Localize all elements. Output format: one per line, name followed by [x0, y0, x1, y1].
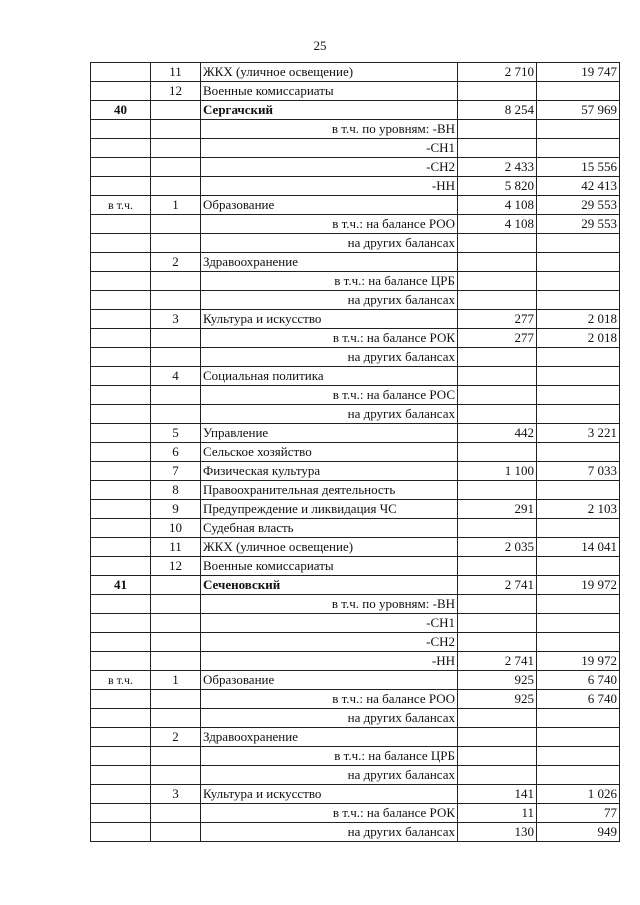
- table-row: [91, 519, 620, 538]
- row-number-cell: [151, 272, 201, 291]
- value-2-cell: 3 221: [537, 424, 620, 443]
- value-2-cell: [537, 348, 620, 367]
- row-name-cell: на других балансах: [201, 405, 458, 424]
- table-row: [91, 576, 620, 595]
- value-1-cell: [458, 481, 537, 500]
- table-row: [91, 709, 620, 728]
- row-name-cell: Образование: [201, 671, 458, 690]
- row-name-cell: Военные комиссариаты: [201, 82, 458, 101]
- row-group-cell: [91, 500, 151, 519]
- value-2-cell: [537, 595, 620, 614]
- row-name-cell: -НН: [201, 652, 458, 671]
- row-name-cell: -СН2: [201, 158, 458, 177]
- value-2-cell: 19 972: [537, 576, 620, 595]
- value-1-cell: [458, 386, 537, 405]
- table-row: [91, 424, 620, 443]
- row-number-cell: [151, 101, 201, 120]
- row-group-cell: [91, 63, 151, 82]
- table-row: [91, 63, 620, 82]
- value-1-cell: [458, 595, 537, 614]
- row-number-cell: 3: [151, 785, 201, 804]
- row-group-cell: [91, 253, 151, 272]
- row-name-cell: на других балансах: [201, 709, 458, 728]
- row-number-cell: 12: [151, 557, 201, 576]
- row-group-cell: [91, 424, 151, 443]
- row-group-cell: [91, 690, 151, 709]
- row-number-cell: 9: [151, 500, 201, 519]
- row-name-cell: в т.ч.: на балансе РОК: [201, 329, 458, 348]
- row-group-cell: [91, 728, 151, 747]
- value-2-cell: 77: [537, 804, 620, 823]
- value-1-cell: [458, 272, 537, 291]
- value-1-cell: [458, 728, 537, 747]
- value-2-cell: [537, 519, 620, 538]
- value-2-cell: [537, 557, 620, 576]
- table-row: [91, 253, 620, 272]
- budget-table: [90, 62, 620, 842]
- table-row: [91, 158, 620, 177]
- value-1-cell: 2 741: [458, 652, 537, 671]
- row-number-cell: [151, 405, 201, 424]
- row-name-cell: в т.ч. по уровням: -ВН: [201, 120, 458, 139]
- table-row: [91, 348, 620, 367]
- value-1-cell: [458, 120, 537, 139]
- row-group-cell: [91, 291, 151, 310]
- row-name-cell: на других балансах: [201, 348, 458, 367]
- value-1-cell: 5 820: [458, 177, 537, 196]
- table-row: [91, 785, 620, 804]
- row-number-cell: [151, 823, 201, 842]
- row-group-cell: [91, 272, 151, 291]
- row-group-cell: [91, 804, 151, 823]
- value-1-cell: 141: [458, 785, 537, 804]
- row-group-cell: [91, 785, 151, 804]
- value-2-cell: 29 553: [537, 196, 620, 215]
- value-2-cell: [537, 253, 620, 272]
- row-name-cell: ЖКХ (уличное освещение): [201, 63, 458, 82]
- row-group-cell: [91, 120, 151, 139]
- table-row: [91, 652, 620, 671]
- value-2-cell: 57 969: [537, 101, 620, 120]
- row-name-cell: ЖКХ (уличное освещение): [201, 538, 458, 557]
- value-2-cell: [537, 709, 620, 728]
- row-name-cell: -НН: [201, 177, 458, 196]
- row-number-cell: 4: [151, 367, 201, 386]
- table-row: [91, 766, 620, 785]
- row-name-cell: Управление: [201, 424, 458, 443]
- value-1-cell: [458, 747, 537, 766]
- value-2-cell: 15 556: [537, 158, 620, 177]
- value-2-cell: 6 740: [537, 690, 620, 709]
- row-name-cell: Сельское хозяйство: [201, 443, 458, 462]
- value-1-cell: [458, 614, 537, 633]
- row-group-cell: 41: [91, 576, 151, 595]
- value-2-cell: [537, 728, 620, 747]
- row-name-cell: Судебная власть: [201, 519, 458, 538]
- row-number-cell: [151, 595, 201, 614]
- value-1-cell: [458, 367, 537, 386]
- row-name-cell: Предупреждение и ликвидация ЧС: [201, 500, 458, 519]
- row-name-cell: Культура и искусство: [201, 785, 458, 804]
- value-2-cell: [537, 405, 620, 424]
- table-row: [91, 500, 620, 519]
- table-row: [91, 690, 620, 709]
- value-2-cell: [537, 291, 620, 310]
- row-name-cell: Культура и искусство: [201, 310, 458, 329]
- value-1-cell: 277: [458, 329, 537, 348]
- row-name-cell: -СН2: [201, 633, 458, 652]
- row-name-cell: в т.ч. по уровням: -ВН: [201, 595, 458, 614]
- value-2-cell: 42 413: [537, 177, 620, 196]
- row-group-cell: в т.ч.: [91, 196, 151, 215]
- value-2-cell: [537, 272, 620, 291]
- value-1-cell: [458, 348, 537, 367]
- row-group-cell: [91, 367, 151, 386]
- row-group-cell: [91, 766, 151, 785]
- table-row: [91, 177, 620, 196]
- row-group-cell: в т.ч.: [91, 671, 151, 690]
- value-1-cell: [458, 709, 537, 728]
- value-1-cell: 130: [458, 823, 537, 842]
- row-group-cell: [91, 348, 151, 367]
- table-row: [91, 367, 620, 386]
- table-row: [91, 82, 620, 101]
- row-number-cell: [151, 386, 201, 405]
- value-2-cell: 7 033: [537, 462, 620, 481]
- value-1-cell: [458, 443, 537, 462]
- row-name-cell: Образование: [201, 196, 458, 215]
- row-name-cell: Физическая культура: [201, 462, 458, 481]
- table-row: [91, 272, 620, 291]
- row-number-cell: 2: [151, 728, 201, 747]
- row-number-cell: [151, 329, 201, 348]
- table-row: [91, 728, 620, 747]
- value-1-cell: [458, 82, 537, 101]
- value-2-cell: [537, 139, 620, 158]
- row-name-cell: Здравоохранение: [201, 253, 458, 272]
- table-row: [91, 462, 620, 481]
- row-number-cell: 7: [151, 462, 201, 481]
- row-number-cell: 3: [151, 310, 201, 329]
- value-2-cell: [537, 614, 620, 633]
- row-number-cell: 6: [151, 443, 201, 462]
- value-2-cell: [537, 481, 620, 500]
- table-row: [91, 196, 620, 215]
- row-name-cell: в т.ч.: на балансе РОК: [201, 804, 458, 823]
- value-1-cell: 4 108: [458, 215, 537, 234]
- value-2-cell: [537, 766, 620, 785]
- row-group-cell: [91, 158, 151, 177]
- row-name-cell: на других балансах: [201, 823, 458, 842]
- value-1-cell: 925: [458, 671, 537, 690]
- table-row: [91, 538, 620, 557]
- value-1-cell: [458, 234, 537, 253]
- table-row: [91, 405, 620, 424]
- value-1-cell: [458, 253, 537, 272]
- row-number-cell: [151, 804, 201, 823]
- row-number-cell: [151, 215, 201, 234]
- table-row: [91, 481, 620, 500]
- value-2-cell: [537, 747, 620, 766]
- value-1-cell: 1 100: [458, 462, 537, 481]
- table-row: [91, 614, 620, 633]
- value-1-cell: 4 108: [458, 196, 537, 215]
- value-2-cell: 19 747: [537, 63, 620, 82]
- row-group-cell: [91, 386, 151, 405]
- table-row: [91, 671, 620, 690]
- row-name-cell: Сеченовский: [201, 576, 458, 595]
- row-name-cell: -СН1: [201, 139, 458, 158]
- table-row: [91, 234, 620, 253]
- row-name-cell: в т.ч.: на балансе ЦРБ: [201, 272, 458, 291]
- value-1-cell: 2 433: [458, 158, 537, 177]
- row-group-cell: [91, 481, 151, 500]
- row-name-cell: в т.ч.: на балансе РОС: [201, 386, 458, 405]
- row-group-cell: [91, 310, 151, 329]
- value-2-cell: [537, 386, 620, 405]
- table-row: [91, 747, 620, 766]
- row-number-cell: 10: [151, 519, 201, 538]
- row-name-cell: Сергачский: [201, 101, 458, 120]
- row-group-cell: [91, 614, 151, 633]
- value-2-cell: 949: [537, 823, 620, 842]
- value-1-cell: 2 710: [458, 63, 537, 82]
- value-2-cell: 29 553: [537, 215, 620, 234]
- row-group-cell: [91, 538, 151, 557]
- value-1-cell: [458, 519, 537, 538]
- value-2-cell: 14 041: [537, 538, 620, 557]
- value-1-cell: 2 035: [458, 538, 537, 557]
- row-group-cell: [91, 405, 151, 424]
- row-group-cell: 40: [91, 101, 151, 120]
- value-1-cell: 11: [458, 804, 537, 823]
- row-number-cell: [151, 120, 201, 139]
- row-name-cell: в т.ч.: на балансе ЦРБ: [201, 747, 458, 766]
- page-number: 25: [313, 38, 327, 53]
- row-number-cell: 12: [151, 82, 201, 101]
- row-number-cell: 8: [151, 481, 201, 500]
- table-row: [91, 633, 620, 652]
- table-row: [91, 443, 620, 462]
- row-number-cell: [151, 234, 201, 253]
- row-group-cell: [91, 462, 151, 481]
- table-row: [91, 595, 620, 614]
- value-2-cell: [537, 120, 620, 139]
- row-number-cell: [151, 690, 201, 709]
- row-group-cell: [91, 215, 151, 234]
- table-row: [91, 557, 620, 576]
- row-group-cell: [91, 823, 151, 842]
- row-name-cell: на других балансах: [201, 234, 458, 253]
- row-number-cell: [151, 139, 201, 158]
- row-number-cell: 11: [151, 63, 201, 82]
- value-2-cell: 2 018: [537, 329, 620, 348]
- row-group-cell: [91, 652, 151, 671]
- row-name-cell: Здравоохранение: [201, 728, 458, 747]
- row-name-cell: Военные комиссариаты: [201, 557, 458, 576]
- table-row: [91, 101, 620, 120]
- row-group-cell: [91, 177, 151, 196]
- row-number-cell: [151, 614, 201, 633]
- value-1-cell: 442: [458, 424, 537, 443]
- row-name-cell: -СН1: [201, 614, 458, 633]
- row-group-cell: [91, 595, 151, 614]
- value-2-cell: 2 018: [537, 310, 620, 329]
- row-number-cell: [151, 766, 201, 785]
- row-group-cell: [91, 139, 151, 158]
- row-number-cell: 11: [151, 538, 201, 557]
- value-1-cell: [458, 633, 537, 652]
- row-group-cell: [91, 519, 151, 538]
- value-2-cell: 2 103: [537, 500, 620, 519]
- value-2-cell: 6 740: [537, 671, 620, 690]
- table-row: [91, 310, 620, 329]
- value-2-cell: [537, 443, 620, 462]
- row-group-cell: [91, 633, 151, 652]
- row-number-cell: [151, 177, 201, 196]
- value-1-cell: 8 254: [458, 101, 537, 120]
- row-number-cell: 2: [151, 253, 201, 272]
- value-2-cell: 19 972: [537, 652, 620, 671]
- row-group-cell: [91, 709, 151, 728]
- value-1-cell: [458, 405, 537, 424]
- row-name-cell: Правоохранительная деятельность: [201, 481, 458, 500]
- table-row: [91, 386, 620, 405]
- value-2-cell: [537, 234, 620, 253]
- value-2-cell: [537, 367, 620, 386]
- value-1-cell: 925: [458, 690, 537, 709]
- row-number-cell: [151, 633, 201, 652]
- row-number-cell: [151, 576, 201, 595]
- table-row: [91, 291, 620, 310]
- value-2-cell: [537, 82, 620, 101]
- row-name-cell: Социальная политика: [201, 367, 458, 386]
- row-name-cell: в т.ч.: на балансе РОО: [201, 215, 458, 234]
- table-row: [91, 329, 620, 348]
- row-group-cell: [91, 82, 151, 101]
- row-number-cell: 1: [151, 671, 201, 690]
- table-row: [91, 120, 620, 139]
- table-row: [91, 823, 620, 842]
- row-number-cell: [151, 158, 201, 177]
- value-2-cell: 1 026: [537, 785, 620, 804]
- row-name-cell: на других балансах: [201, 766, 458, 785]
- row-number-cell: 1: [151, 196, 201, 215]
- row-group-cell: [91, 557, 151, 576]
- value-1-cell: [458, 139, 537, 158]
- value-1-cell: [458, 291, 537, 310]
- row-number-cell: [151, 291, 201, 310]
- row-group-cell: [91, 443, 151, 462]
- value-2-cell: [537, 633, 620, 652]
- value-1-cell: 277: [458, 310, 537, 329]
- row-number-cell: [151, 652, 201, 671]
- row-group-cell: [91, 747, 151, 766]
- row-number-cell: 5: [151, 424, 201, 443]
- value-1-cell: [458, 557, 537, 576]
- value-1-cell: [458, 766, 537, 785]
- row-number-cell: [151, 747, 201, 766]
- table-row: [91, 804, 620, 823]
- row-group-cell: [91, 329, 151, 348]
- row-number-cell: [151, 348, 201, 367]
- value-1-cell: 2 741: [458, 576, 537, 595]
- row-group-cell: [91, 234, 151, 253]
- row-number-cell: [151, 709, 201, 728]
- table-row: [91, 139, 620, 158]
- row-name-cell: в т.ч.: на балансе РОО: [201, 690, 458, 709]
- value-1-cell: 291: [458, 500, 537, 519]
- table-row: [91, 215, 620, 234]
- row-name-cell: на других балансах: [201, 291, 458, 310]
